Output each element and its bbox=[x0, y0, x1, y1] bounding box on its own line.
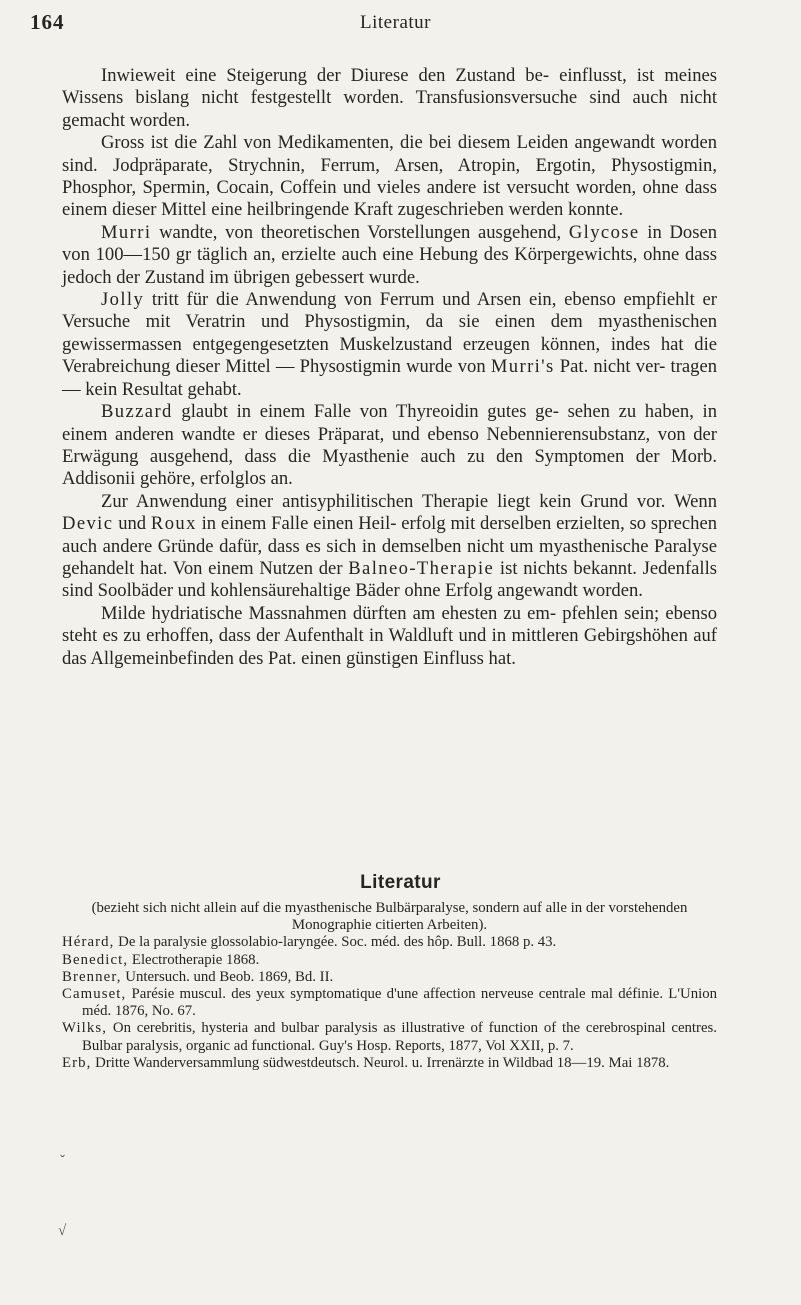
paragraph-buzzard bbox=[62, 401, 717, 491]
author-name: Murri's bbox=[490, 356, 555, 378]
emphasis-term: Balneo-Therapie bbox=[348, 557, 495, 579]
reference-author: Erb, bbox=[62, 1054, 92, 1071]
reference-item bbox=[62, 1020, 717, 1054]
literature-list bbox=[62, 900, 717, 1072]
body-text bbox=[62, 65, 717, 670]
text-run: in Dosen von 100—150 gr täglich an, erzielte auch eine Hebung des Körpergewichts, ohne dass jedoch der Zustand im übrigen gebessert wurde. bbox=[62, 221, 718, 288]
reference-item bbox=[62, 952, 717, 969]
text-run: Zur Anwendung einer antisyphilitischen Therapie liegt kein Grund vor. Wenn bbox=[101, 490, 717, 512]
reference-author: Camuset, bbox=[62, 986, 127, 1003]
page-number: 164 bbox=[30, 10, 65, 34]
reference-text: Dritte Wanderversammlung südwestdeutsch. Neurol. u. Irrenärzte in Wildbad 18—19. Mai 1878. bbox=[91, 1054, 670, 1071]
reference-text: Electrotherapie 1868. bbox=[128, 951, 260, 968]
author-name: Jolly bbox=[101, 289, 145, 311]
page-header bbox=[30, 10, 761, 38]
literature-heading: Literatur bbox=[360, 872, 441, 893]
reference-author: Hérard, bbox=[62, 934, 115, 951]
text-run: ist nichts bekannt. Jedenfalls sind Soolbäder und kohlensäurehaltige Bäder ohne Erfolg angewandt worden. bbox=[62, 557, 717, 602]
reference-text: De la paralysie glossolabio-laryngée. Soc. méd. des hôp. Bull. 1868 p. 43. bbox=[114, 934, 557, 951]
emphasis-term: Glycose bbox=[568, 221, 640, 243]
reference-text: On cerebritis, hysteria and bulbar paralysis as illustrative of function of the cerebrospinal centres. Bulbar paralysis, organic ad functional. Guy's Hosp. Reports, 1877, Vol XXII, p. 7. bbox=[82, 1020, 717, 1054]
paragraph-diuresis: Inwieweit eine Steigerung der Diurese den Zustand be- einflusst, ist meines Wissens bislang nicht festgestellt worden. Transfusionsversuche sind auch nicht gemacht worden. bbox=[62, 65, 717, 131]
paragraph-antisyphilitic bbox=[62, 491, 717, 603]
paragraph-hydriatic: Milde hydriatische Massnahmen dürften am ehesten zu em- pfehlen sein; ebenso steht es zu erhoffen, dass der Aufenthalt in Waldluft und in mittleren Gebirgshöhen auf das Allgemeinbefinden des Pat. einen günstigen Einfluss hat. bbox=[62, 602, 717, 669]
reference-text: Untersuch. und Beob. 1869, Bd. II. bbox=[121, 968, 334, 985]
author-name: Devic bbox=[62, 513, 114, 535]
reference-item bbox=[62, 1055, 717, 1072]
paragraph-medications: Gross ist die Zahl von Medikamenten, die bei diesem Leiden angewandt worden sind. Jodpräparate, Strychnin, Ferrum, Arsen, Atropin, Ergotin, Physostigmin, Phosphor, Spermin, Cocain, Coffein und vieles andere ist versucht worden, ohne dass einem dieser Mittel eine heilbringende Kraft zugeschrieben werden konnte. bbox=[62, 132, 717, 221]
reference-author: Wilks, bbox=[62, 1020, 108, 1037]
reference-author: Brenner, bbox=[62, 968, 122, 985]
paragraph-murri bbox=[62, 222, 717, 289]
paragraph-jolly bbox=[62, 289, 717, 401]
reference-item bbox=[62, 934, 717, 951]
reference-item bbox=[62, 986, 717, 1020]
literature-note: (bezieht sich nicht allein auf die myasthenische Bulbärparalyse, sondern auf alle in der vorstehenden Monographie citierten Arbeiten). bbox=[91, 900, 688, 934]
check-mark-icon: √ bbox=[58, 1223, 67, 1239]
reference-item bbox=[62, 969, 717, 986]
text-run: tritt für die Anwendung von Ferrum und Arsen ein, ebenso empfiehlt er Versuche mit Veratrin und Physostigmin, da sie einen dem myasthenischen gewissermassen entgegengesetzten Muskelzustand erzeugen können, indes hat die Verabreichung dieser Mittel — Physostigmin wurde von bbox=[62, 289, 717, 378]
running-title: Literatur bbox=[360, 12, 431, 33]
reference-text: Parésie muscul. des yeux symptomatique d'une affection nerveuse centrale mal définie. L'Union méd. 1876, No. 67. bbox=[82, 986, 717, 1020]
text-run: in einem Falle einen Heil- erfolg mit derselben erzielten, so sprechen auch andere Gründe dafür, dass es sich in demselben nicht um myasthenische Paralyse gehandelt hat. Von einem Nutzen der bbox=[62, 513, 717, 579]
pencil-mark-icon: ˇ bbox=[60, 1153, 65, 1169]
text-run: Pat. nicht ver- tragen — kein Resultat gehabt. bbox=[62, 356, 717, 400]
reference-author: Benedict, bbox=[62, 951, 129, 968]
text-run: wandte, von theoretischen Vorstellungen ausgehend, bbox=[151, 221, 569, 243]
author-name: Roux bbox=[150, 513, 197, 535]
text-run: und bbox=[113, 513, 151, 535]
author-name: Murri bbox=[101, 221, 152, 243]
author-name: Buzzard bbox=[101, 401, 173, 423]
text-run: glaubt in einem Falle von Thyreoidin gutes ge- sehen zu haben, in einem anderen wandte er dieses Präparat, und ebenso Nebennierensubstanz, von der Erwägung ausgehend, dass die Myasthenie auch zu den Symptomen der Morb. Addisonii gehöre, erfolglos an. bbox=[62, 401, 717, 490]
